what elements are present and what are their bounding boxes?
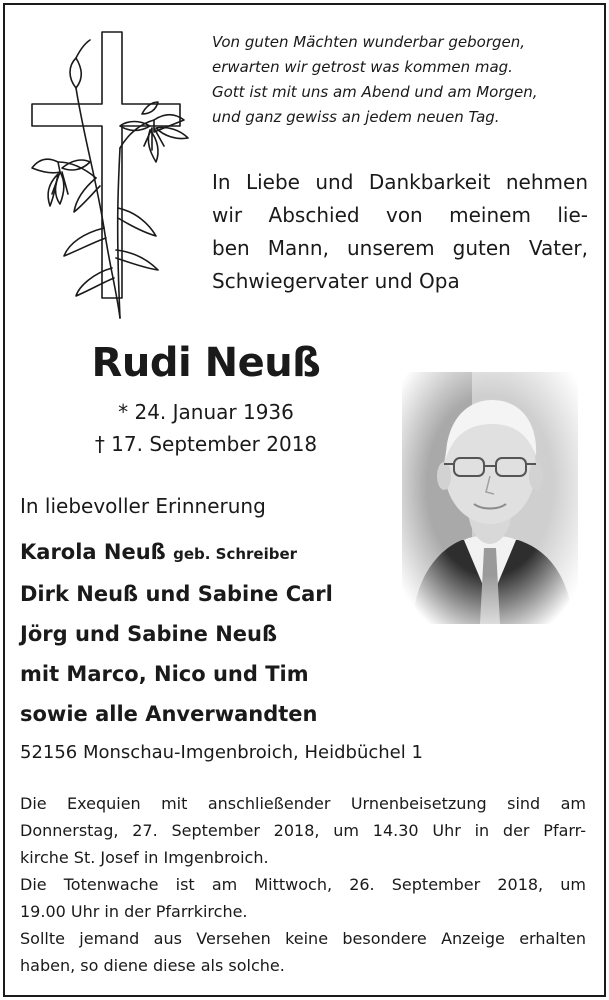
service-details — [20, 790, 586, 979]
portrait-illustration — [402, 372, 578, 624]
intro-line: Schwiegervater und Opa — [212, 269, 460, 293]
poem-line: erwarten wir getrost was kommen mag. — [212, 58, 513, 76]
intro-line: In Liebe und Dankbarkeit nehmen — [212, 170, 588, 194]
poem — [212, 30, 592, 130]
address: 52156 Monschau-Imgenbroich, Heidbüchel 1 — [20, 742, 423, 763]
family-list — [20, 532, 400, 734]
details-line: haben, so diene diese als solche. — [20, 956, 285, 975]
family-line: Dirk Neuß und Sabine Carl — [20, 582, 333, 606]
details-line: Donnerstag, 27. September 2018, um 14.30 Uhr in der Pfarr- — [20, 821, 586, 840]
life-dates — [0, 396, 412, 460]
intro-text — [212, 166, 588, 298]
cross-with-lilies-icon — [24, 28, 204, 320]
family-line: Jörg und Sabine Neuß — [20, 622, 278, 646]
birth-date: * 24. Januar 1936 — [118, 400, 294, 424]
deceased-name: Rudi Neuß — [91, 340, 321, 386]
details-line: 19.00 Uhr in der Pfarrkirche. — [20, 902, 248, 921]
maiden-name: geb. Schreiber — [173, 545, 298, 563]
details-line: Sollte jemand aus Versehen keine besondere Anzeige erhalten — [20, 929, 586, 948]
family-name-karola: Karola Neuß — [20, 540, 166, 564]
family-line: mit Marco, Nico und Tim — [20, 662, 309, 686]
details-line: Die Exequien mit anschließender Urnenbeisetzung sind am — [20, 794, 586, 813]
details-line: Die Totenwache ist am Mittwoch, 26. September 2018, um — [20, 875, 586, 894]
family-line — [20, 532, 400, 574]
portrait-photo — [402, 372, 578, 624]
intro-line: wir Abschied von meinem lie- — [212, 203, 588, 227]
poem-line: und ganz gewiss an jedem neuen Tag. — [212, 108, 500, 126]
family-line: sowie alle Anverwandten — [20, 702, 318, 726]
memory-label: In liebevoller Erinnerung — [20, 494, 266, 518]
poem-line: Gott ist mit uns am Abend und am Morgen, — [212, 83, 538, 101]
poem-line: Von guten Mächten wunderbar geborgen, — [212, 33, 526, 51]
intro-line: ben Mann, unserem guten Vater, — [212, 236, 588, 260]
death-date: † 17. September 2018 — [94, 432, 318, 456]
details-line: kirche St. Josef in Imgenbroich. — [20, 848, 269, 867]
